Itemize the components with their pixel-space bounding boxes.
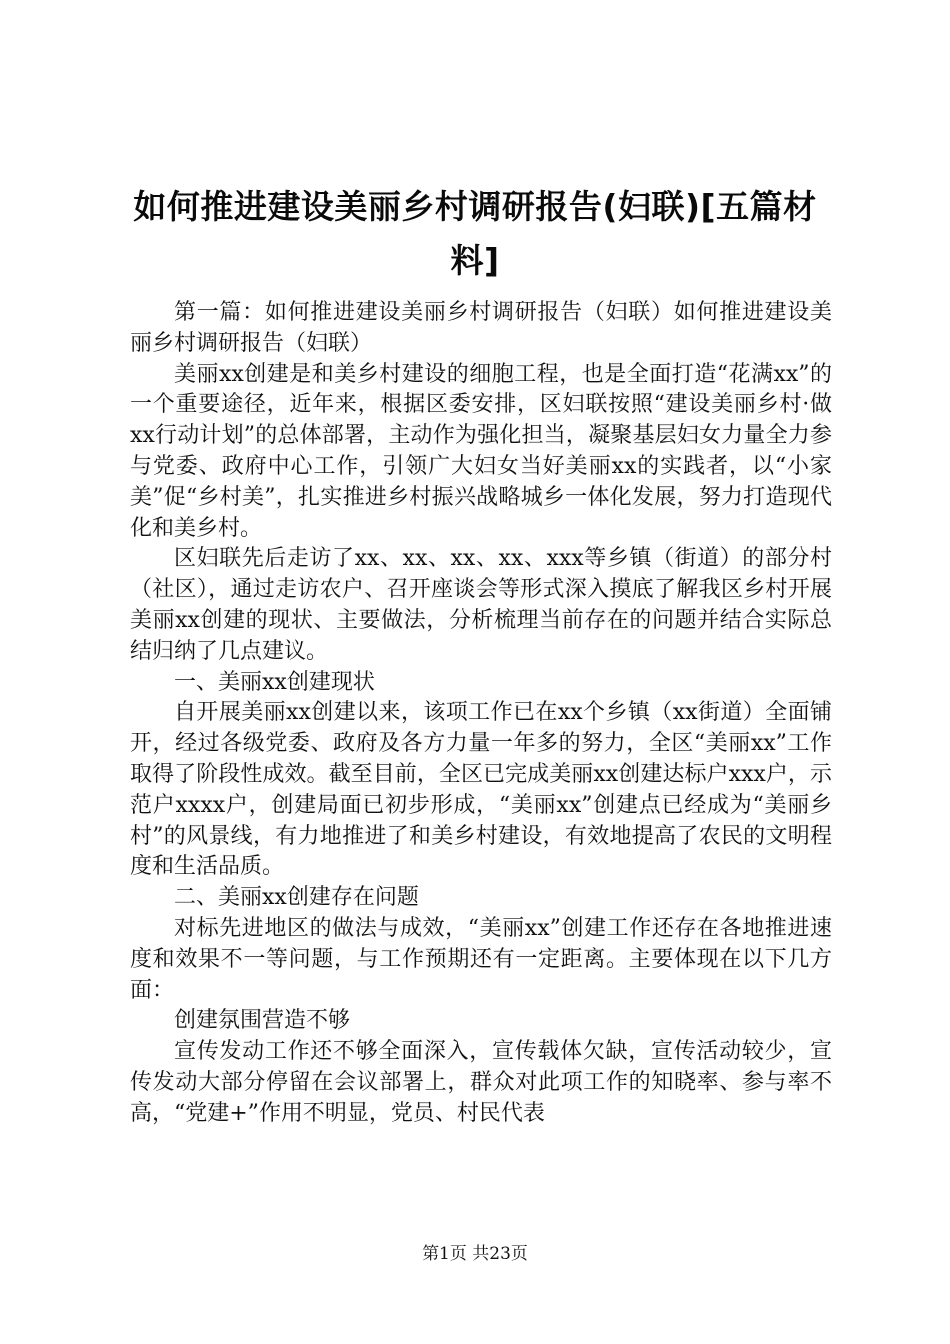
paragraph-survey: 区妇联先后走访了xx、xx、xx、xx、xxx等乡镇（街道）的部分村（社区），通过走访农户、召开座谈会等形式深入摸底了解我区乡村开展美丽xx创建的现状、主要做法，分析梳理当前存在的问题并结合实际总结归纳了几点建议。 (130, 546, 832, 664)
paragraph-problems: 对标先进地区的做法与成效，“美丽xx”创建工作还存在各地推进速度和效果不一等问题，与工作预期还有一定距离。主要体现在以下几方面： (130, 915, 832, 1003)
document-body (130, 298, 832, 1130)
page-number-footer: 第1页 共23页 (422, 1244, 528, 1264)
paragraph-intro: 第一篇：如何推进建设美丽乡村调研报告（妇联）如何推进建设美丽乡村调研报告（妇联） (130, 300, 832, 356)
section-heading-problems: 二、美丽xx创建存在问题 (174, 885, 419, 911)
paragraph-atmosphere: 宣传发动工作还不够全面深入，宣传载体欠缺，宣传活动较少，宣传发动大部分停留在会议部署上，群众对此项工作的知晓率、参与率不高，“党建+”作用不明显，党员、村民代表 (130, 1039, 832, 1126)
section-heading-status: 一、美丽xx创建现状 (174, 669, 375, 695)
paragraph-status: 自开展美丽xx创建以来，该项工作已在xx个乡镇（xx街道）全面铺开，经过各级党委、政府及各方力量一年多的努力，全区“美丽xx”工作取得了阶段性成效。截至目前，全区已完成美丽xx创建达标户xxx户，示范户xxxx户，创建局面已初步形成，“美丽xx”创建点已经成为“美丽乡村”的风景线，有力地推进了和美乡村建设，有效地提高了农民的文明程度和生活品质。 (130, 700, 832, 880)
document-title: 如何推进建设美丽乡村调研报告(妇联)[五篇材料] (133, 187, 817, 280)
subheading-atmosphere: 创建氛围营造不够 (174, 1008, 351, 1034)
paragraph-background: 美丽xx创建是和美乡村建设的细胞工程，也是全面打造“花满xx”的一个重要途径，近年来，根据区委安排，区妇联按照“建设美丽乡村·做xx行动计划”的总体部署，主动作为强化担当，凝聚基层妇女力量全力参与党委、政府中心工作，引领广大妇女当好美丽xx的实践者，以“小家美”促“乡村美”，扎实推进乡村振兴战略城乡一体化发展，努力打造现代化和美乡村。 (130, 361, 833, 541)
